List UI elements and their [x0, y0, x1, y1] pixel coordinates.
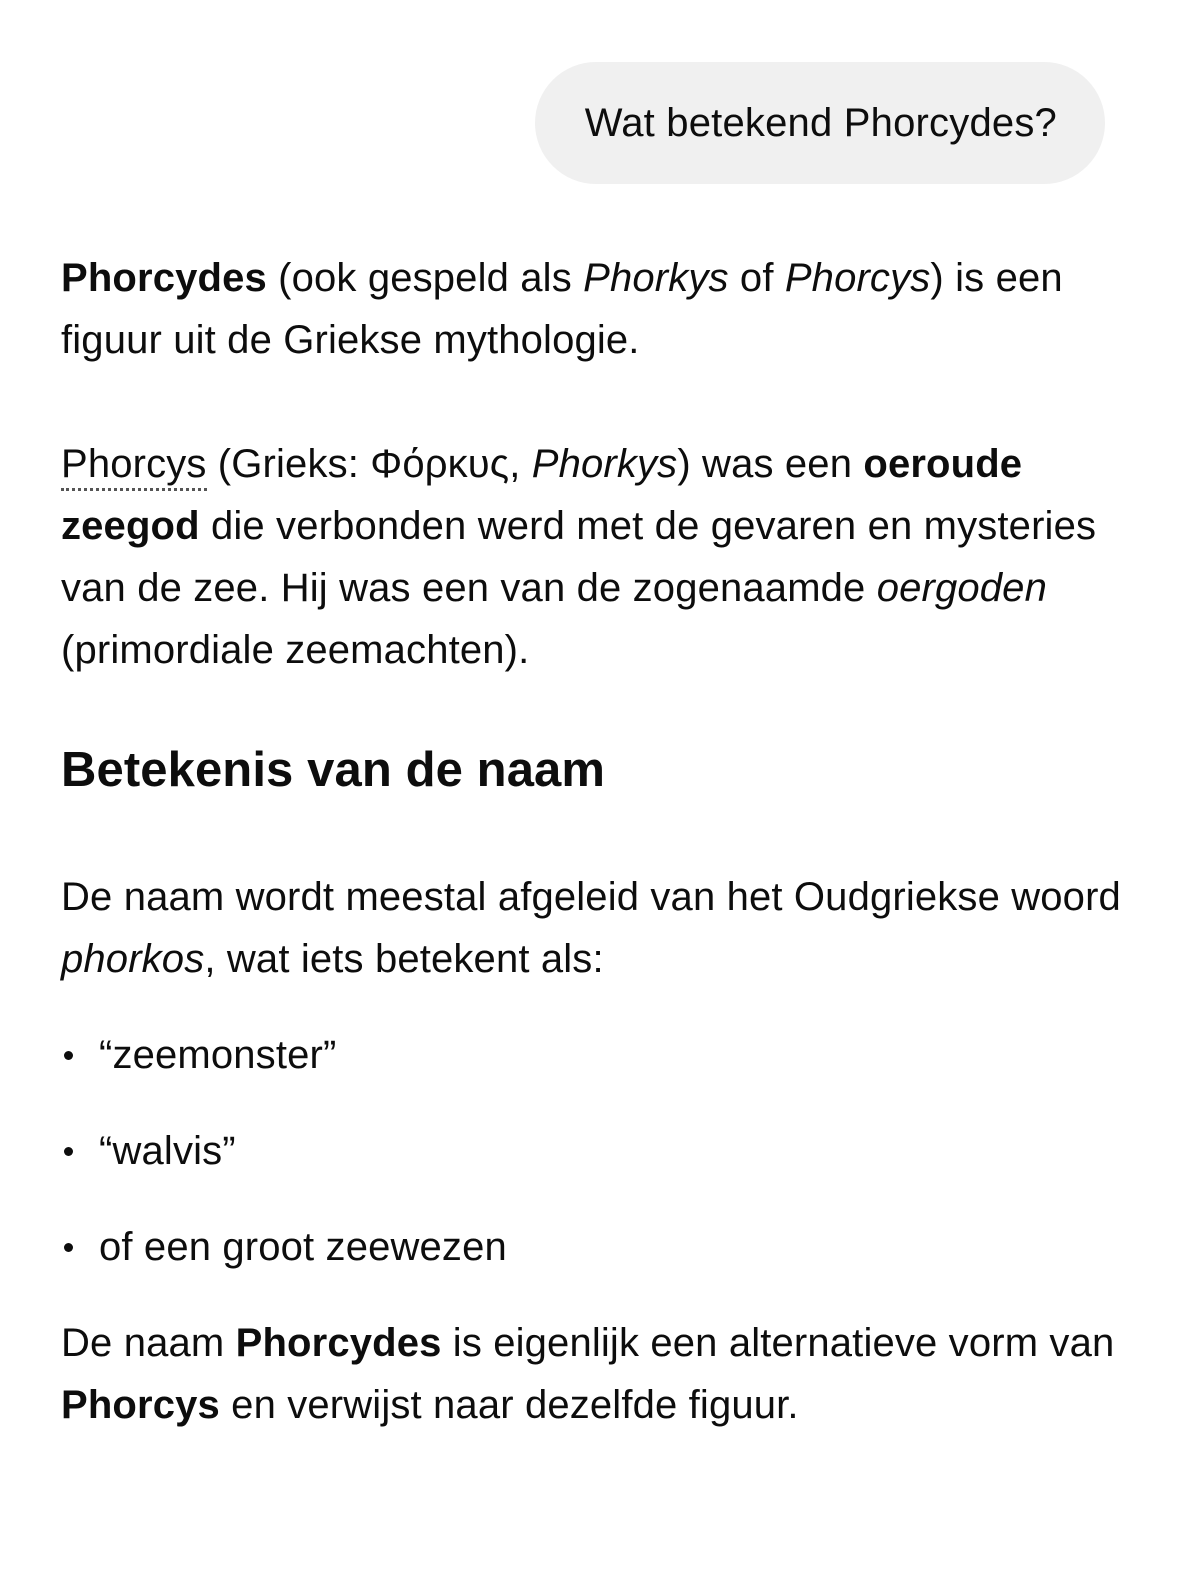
answer-paragraph-conclusion: [61, 1312, 1121, 1436]
user-message-bubble[interactable]: [535, 62, 1105, 184]
bold-term: Phorcydes: [235, 1321, 442, 1365]
bold-term: Phorcydes: [61, 256, 267, 300]
list-item: [61, 1024, 1121, 1086]
text-run: ) was een: [677, 442, 864, 486]
text-run: , wat iets betekent als:: [204, 937, 604, 981]
section-heading: Betekenis van de naam: [61, 743, 606, 797]
answer-paragraph-description: [61, 433, 1121, 681]
italic-term: Phorkys: [583, 256, 729, 300]
assistant-answer: [61, 247, 1121, 1436]
text-run: die verbonden werd met de gevaren en mysteries van de zee. Hij was een van de zogenaamde: [61, 504, 1097, 610]
text-run: is eigenlijk een alternatieve vorm van: [441, 1321, 1115, 1365]
bullet-icon: [64, 1243, 73, 1252]
italic-term: phorkos: [61, 937, 205, 981]
meaning-list: [61, 1024, 1121, 1278]
text-run: of: [728, 256, 785, 300]
list-item: [61, 1120, 1121, 1182]
user-message-row: [535, 62, 1105, 184]
bullet-icon: [64, 1051, 73, 1060]
user-message-text: Wat betekend Phorcydes?: [584, 100, 1057, 145]
text-run: De naam: [61, 1321, 236, 1365]
text-run: ) is een figuur uit de Griekse mythologie.: [61, 256, 1063, 362]
text-run: (primordiale zeemachten).: [61, 628, 530, 672]
list-item-text: “walvis”: [99, 1129, 236, 1173]
text-run: (Grieks: Φόρκυς,: [206, 442, 532, 486]
text-run: De naam wordt meestal afgeleid van het Oudgriekse woord: [61, 875, 1121, 919]
bold-term: Phorcys: [61, 1383, 220, 1427]
italic-term: Phorcys: [784, 256, 931, 300]
list-item-text: “zeemonster”: [99, 1033, 337, 1077]
italic-term: oergoden: [876, 566, 1047, 610]
text-run: en verwijst naar dezelfde figuur.: [219, 1383, 799, 1427]
entity-link-phorcys[interactable]: Phorcys: [61, 442, 207, 491]
list-item-text: of een groot zeewezen: [99, 1225, 507, 1269]
answer-paragraph-intro: [61, 247, 1121, 371]
bullet-icon: [64, 1147, 73, 1156]
answer-paragraph-etymology: [61, 866, 1121, 990]
list-item: [61, 1216, 1121, 1278]
text-run: (ook gespeld als: [266, 256, 584, 300]
italic-term: Phorkys: [531, 442, 678, 486]
bold-term: oeroude zeegod: [61, 442, 1023, 548]
